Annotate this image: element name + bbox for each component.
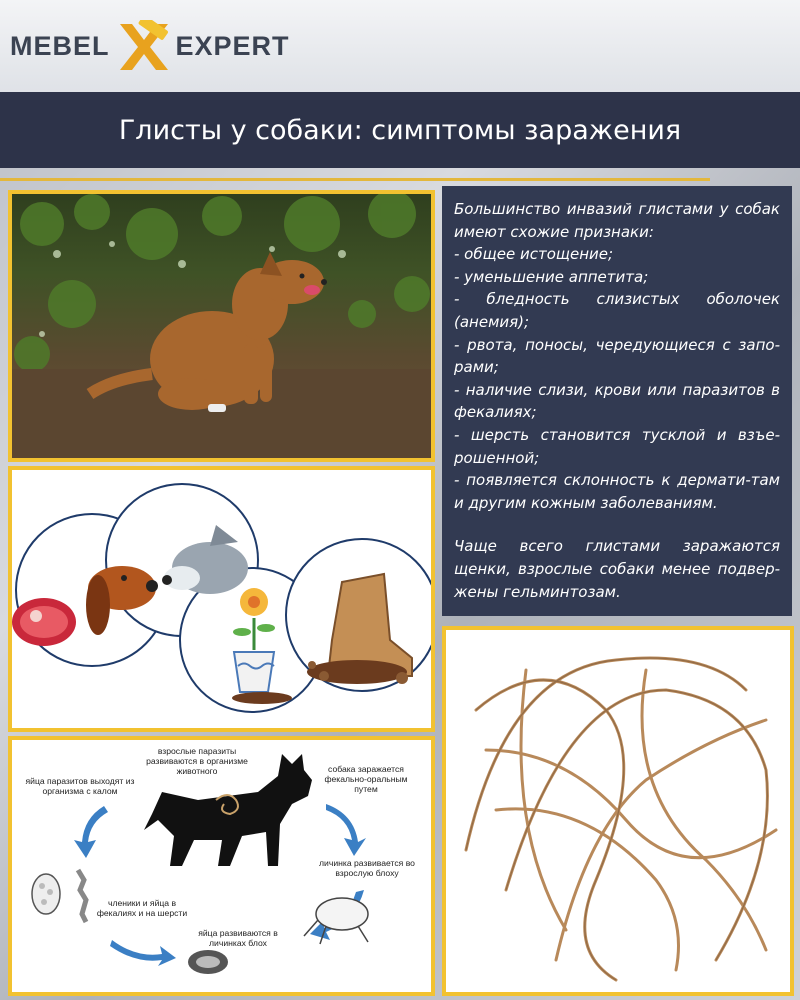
caption-infection: собака заражается фекально-оральным путем (324, 764, 408, 794)
worms-illustration (446, 630, 790, 992)
lifecycle-frame (8, 736, 435, 996)
symptoms-text-box (442, 186, 792, 616)
infection-sources-frame (8, 466, 435, 732)
symptom-item: - шерсть становится тусклой и взъе-рошенной; (454, 425, 780, 467)
caption-eggs-develop: яйца развиваются в личинках блох (198, 928, 278, 948)
page-title: Глисты у собаки: симптомы заражения (118, 114, 682, 146)
symptom-item: - появляется склонность к дермати-там и другим кожным заболеваниям. (454, 471, 780, 512)
divider (0, 178, 710, 181)
infection-sources-illustration (12, 470, 431, 728)
logo-text-expert: EXPERT (175, 30, 290, 61)
caption-adults: взрослые паразиты развиваются в организме животного (146, 746, 248, 776)
arrow-bottom-left (110, 940, 176, 966)
hammer-cross-icon (114, 20, 172, 72)
outro-text: Чаще всего глистами заражаются щенки, взрослые собаки менее подвер-жены гельминтозам. (454, 537, 780, 601)
symptom-item: - наличие слизи, крови или паразитов в фекалиях; (454, 380, 780, 422)
arrow-left (74, 806, 108, 858)
dog-illustration (12, 194, 431, 458)
symptom-item: - бледность слизистых оболочек (анемия); (454, 290, 780, 331)
header (0, 0, 800, 92)
intro-text: Большинство инвазий глистами у собак имеют схожие признаки: (454, 200, 780, 241)
dog-photo (12, 194, 431, 458)
caption-segments: членики и яйца в фекалиях и на шерсти (96, 898, 188, 918)
segment-icon (78, 870, 86, 922)
logo-text-mebel: MEBEL (10, 30, 110, 61)
caption-eggs-out: яйца паразитов выходят из организма с калом (25, 776, 135, 796)
lifecycle-diagram (12, 740, 431, 992)
logo[interactable] (10, 26, 290, 66)
egg-icon (32, 874, 60, 914)
infection-sources (12, 470, 431, 728)
dog-photo-frame (8, 190, 435, 462)
caption-larva: личинка развивается во взрослую блоху (319, 858, 415, 878)
arrow-top-right (326, 804, 366, 856)
worms-photo (446, 630, 790, 992)
symptom-item: - рвота, поносы, чередующиеся с запо-рами; (454, 335, 780, 377)
flea-icon (316, 898, 368, 930)
symptom-item: - уменьшение аппетита; (454, 267, 649, 286)
symptom-item: - общее истощение; (454, 245, 614, 264)
worms-photo-frame (442, 626, 794, 996)
